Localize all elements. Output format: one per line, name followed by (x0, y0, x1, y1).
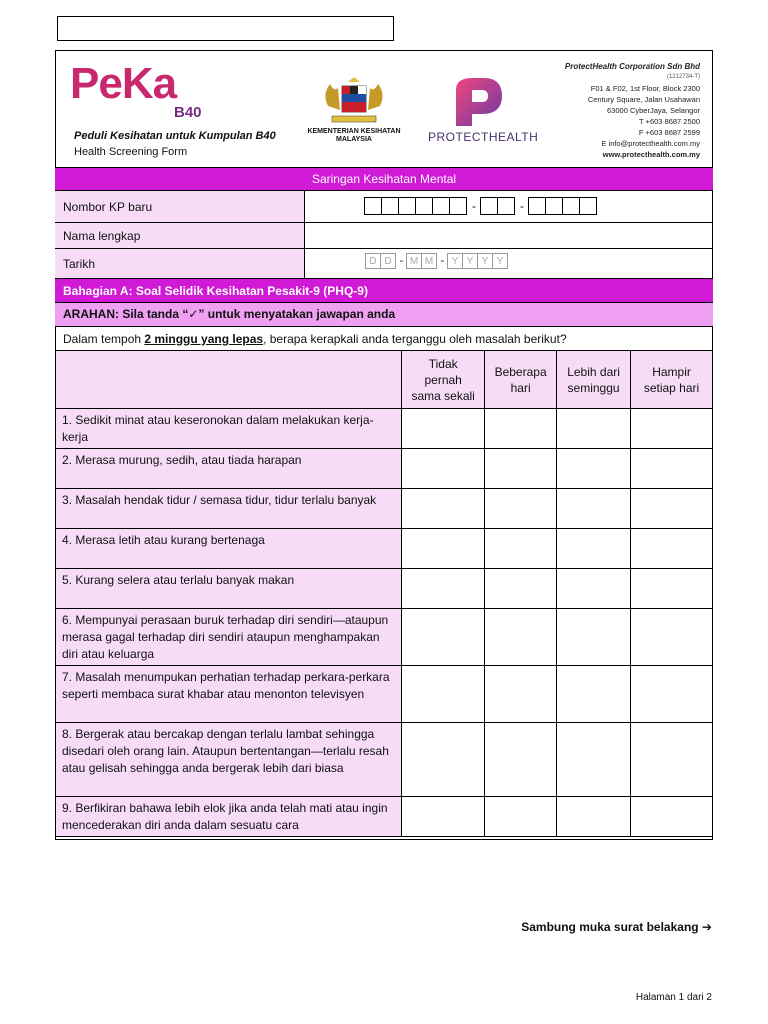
answer-cell[interactable] (631, 569, 713, 609)
answer-cell[interactable] (402, 529, 485, 569)
phq9-table (55, 350, 713, 837)
answer-cell[interactable] (402, 609, 485, 666)
malaysia-crest-icon (318, 76, 390, 126)
full-name-row (55, 222, 713, 248)
column-header: Hampir setiap hari (631, 351, 713, 409)
answer-cell[interactable] (557, 489, 631, 529)
section-title: Saringan Kesihatan Mental (55, 167, 713, 190)
answer-cell[interactable] (631, 449, 713, 489)
brand-name: PROTECTHEALTH (428, 130, 539, 144)
answer-cell[interactable] (557, 797, 631, 837)
table-header-row (56, 351, 713, 409)
answer-cell[interactable] (485, 489, 557, 529)
instruction: ARAHAN: Sila tanda “✓” untuk menyatakan jawapan anda (55, 302, 713, 326)
address-line-2: Century Square, Jalan Usahawan (587, 95, 700, 104)
answer-cell[interactable] (557, 529, 631, 569)
question-text: 6. Mempunyai perasaan buruk terhadap diri sendiri—ataupun merasa gagal terhadap diri sendiri ataupun menghampakan diri atau keluarga (56, 609, 402, 666)
question-text: 1. Sedikit minat atau keseronokan dalam melakukan kerja-kerja (56, 409, 402, 449)
date-label: Tarikh (55, 249, 305, 278)
answer-cell[interactable] (485, 797, 557, 837)
date-input[interactable]: D D - M M - Y Y Y Y (366, 253, 508, 269)
question-text: 3. Masalah hendak tidur / semasa tidur, tidur terlalu banyak (56, 489, 402, 529)
time-period: 2 minggu yang lepas (144, 332, 264, 346)
answer-cell[interactable] (402, 489, 485, 529)
fax: F +603 8687 2599 (638, 128, 700, 137)
ic-number-label: Nombor KP baru (55, 191, 305, 222)
answer-cell[interactable] (485, 609, 557, 666)
company-address (565, 61, 700, 160)
answer-cell[interactable] (631, 609, 713, 666)
table-row (56, 666, 713, 723)
form-name: Health Screening Form (74, 146, 188, 158)
answer-cell[interactable] (631, 409, 713, 449)
answer-cell[interactable] (631, 529, 713, 569)
question-stem: Dalam tempoh 2 minggu yang lepas, berapa kerapkali anda terganggu oleh masalah berikut? (55, 326, 713, 350)
peka-logo-text: PeKa (70, 59, 177, 108)
address-line-3: 63000 CyberJaya, Selangor (607, 106, 700, 115)
table-row (56, 569, 713, 609)
reference-number-box[interactable] (57, 16, 394, 41)
peka-logo-sub: B40 (174, 104, 202, 121)
answer-cell[interactable] (485, 569, 557, 609)
table-row (56, 449, 713, 489)
question-text: 2. Merasa murung, sedih, atau tiada harapan (56, 449, 402, 489)
answer-cell[interactable] (402, 666, 485, 723)
header-blank (56, 351, 402, 409)
part-a-title: Bahagian A: Soal Selidik Kesihatan Pesakit-9 (PHQ-9) (55, 278, 713, 302)
question-text: 5. Kurang selera atau terlalu banyak makan (56, 569, 402, 609)
company-name: ProtectHealth Corporation Sdn Bhd (564, 62, 700, 71)
column-header: Tidak pernah sama sekali (402, 351, 485, 409)
ic-number-row (55, 190, 713, 222)
answer-cell[interactable] (485, 529, 557, 569)
answer-cell[interactable] (557, 609, 631, 666)
answer-cell[interactable] (557, 449, 631, 489)
answer-cell[interactable] (402, 449, 485, 489)
protecthealth-logo-icon (450, 76, 506, 128)
column-header: Lebih dari seminggu (557, 351, 631, 409)
answer-cell[interactable] (557, 666, 631, 723)
table-row (56, 723, 713, 797)
answer-cell[interactable] (485, 723, 557, 797)
answer-cell[interactable] (631, 797, 713, 837)
question-text: 9. Berfikiran bahawa lebih elok jika anda telah mati atau ingin mencederakan diri anda dalam sesuatu cara (56, 797, 402, 837)
date-row (55, 248, 713, 278)
ic-number-input[interactable]: - - (365, 197, 597, 215)
table-row (56, 609, 713, 666)
answer-cell[interactable] (402, 723, 485, 797)
question-text: 7. Masalah menumpukan perhatian terhadap perkara-perkara seperti membaca surat khabar atau menonton televisyen (56, 666, 402, 723)
question-text: 4. Merasa letih atau kurang bertenaga (56, 529, 402, 569)
address-line-1: F01 & F02, 1st Floor, Block 2300 (590, 84, 700, 93)
column-header: Beberapa hari (485, 351, 557, 409)
telephone: T +603 8687 2500 (639, 117, 700, 126)
page-number: Halaman 1 dari 2 (635, 992, 712, 1003)
answer-cell[interactable] (631, 723, 713, 797)
website: www.protecthealth.com.my (602, 150, 700, 159)
answer-cell[interactable] (485, 409, 557, 449)
registration-number: (1212734-T) (666, 74, 700, 80)
full-name-label: Nama lengkap (55, 223, 305, 248)
ministry-name: KEMENTERIAN KESIHATAN MALAYSIA (307, 128, 401, 143)
answer-cell[interactable] (557, 409, 631, 449)
peka-b40-logo (70, 59, 202, 121)
answer-cell[interactable] (485, 449, 557, 489)
question-text: 8. Bergerak atau bercakap dengan terlalu lambat sehingga disedari oleh orang lain. Ataupun bertentangan—terlalu resah atau gelisah sehingga anda bergerak lebih dari biasa (56, 723, 402, 797)
answer-cell[interactable] (557, 723, 631, 797)
email: E info@protecthealth.com.my (601, 139, 700, 148)
answer-cell[interactable] (402, 569, 485, 609)
answer-cell[interactable] (402, 409, 485, 449)
answer-cell[interactable] (557, 569, 631, 609)
table-row (56, 797, 713, 837)
answer-cell[interactable] (631, 666, 713, 723)
answer-cell[interactable] (402, 797, 485, 837)
answer-cell[interactable] (631, 489, 713, 529)
continue-note: Sambung muka surat belakang ➔ (521, 920, 712, 934)
tagline: Peduli Kesihatan untuk Kumpulan B40 (74, 130, 276, 142)
answer-cell[interactable] (485, 666, 557, 723)
full-name-input[interactable] (306, 223, 713, 248)
table-row (56, 409, 713, 449)
table-row (56, 529, 713, 569)
table-row (56, 489, 713, 529)
